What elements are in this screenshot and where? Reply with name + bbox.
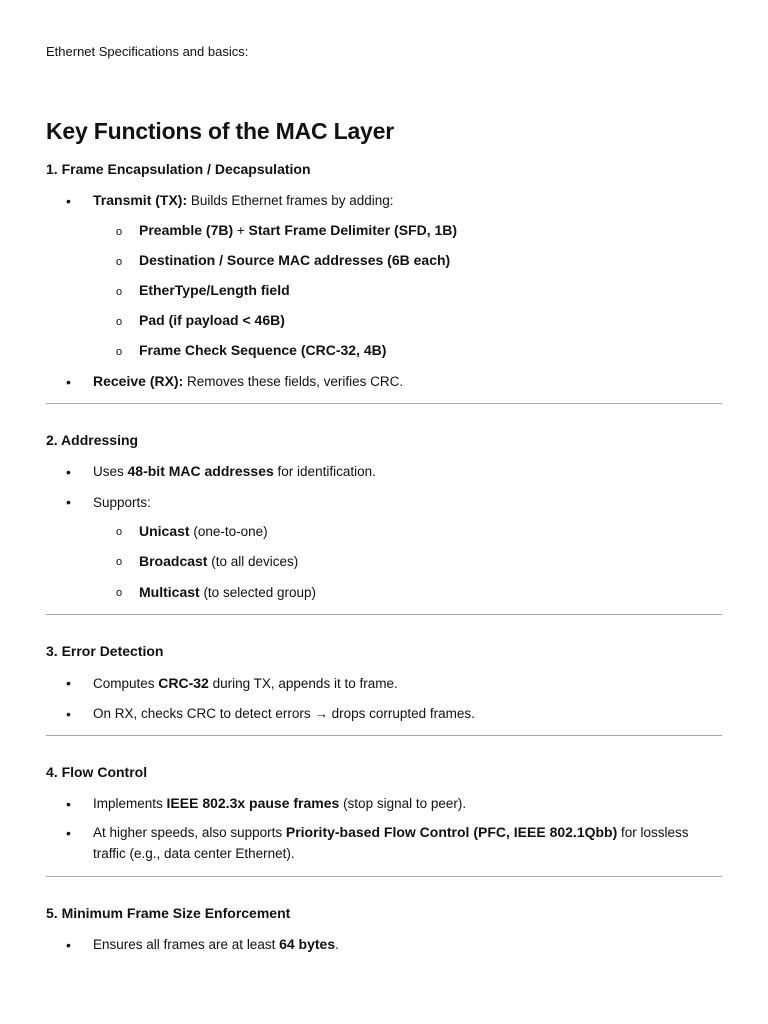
- sub-bullet-icon: o: [116, 556, 123, 568]
- list-item-pause-frames: [93, 793, 466, 814]
- list-item-fcs: [139, 340, 386, 361]
- section-heading-1: 1. Frame Encapsulation / Decapsulation: [46, 161, 311, 177]
- section-heading-5: 5. Minimum Frame Size Enforcement: [46, 905, 291, 921]
- section-heading-2: 2. Addressing: [46, 432, 139, 448]
- list-item-crc-compute: [93, 673, 398, 694]
- bullet-icon: •: [66, 374, 71, 390]
- broadcast-text: Broadcast: [139, 553, 208, 569]
- uses-pre-text: Uses: [93, 464, 128, 479]
- unicast-text: Unicast: [139, 523, 190, 539]
- bullet-icon: •: [66, 796, 71, 812]
- list-item-broadcast: [139, 551, 298, 572]
- intro-text: Ethernet Specifications and basics:: [46, 44, 249, 59]
- crc-post-text: during TX, appends it to frame.: [208, 676, 398, 691]
- plus-text: +: [233, 223, 249, 238]
- list-item-pfc: [93, 822, 723, 864]
- divider: [46, 403, 722, 404]
- sub-bullet-icon: o: [116, 286, 123, 298]
- sub-bullet-icon: o: [116, 316, 123, 328]
- list-item-pad: [139, 310, 285, 331]
- crc-bold-text: CRC-32: [158, 675, 209, 691]
- list-item-crc-check: On RX, checks CRC to detect errors → drops corrupted frames.: [93, 706, 475, 721]
- bullet-icon: •: [66, 193, 71, 209]
- pad-text: Pad (if payload < 46B): [139, 312, 285, 328]
- list-item-ethertype: [139, 280, 290, 301]
- bullet-icon: •: [66, 675, 71, 691]
- list-item-transmit: [93, 190, 394, 211]
- receive-text: Removes these fields, verifies CRC.: [183, 374, 404, 389]
- sub-bullet-icon: o: [116, 526, 123, 538]
- min-frame-pre-text: Ensures all frames are at least: [93, 937, 280, 952]
- mac-addresses-text: Destination / Source MAC addresses (6B each): [139, 252, 451, 268]
- divider: [46, 735, 722, 736]
- transmit-text: Builds Ethernet frames by adding:: [187, 193, 394, 208]
- list-item-unicast: [139, 521, 268, 542]
- ethertype-text: EtherType/Length field: [139, 282, 290, 298]
- fcs-text: Frame Check Sequence (CRC-32, 4B): [139, 342, 387, 358]
- list-item-preamble: [139, 220, 457, 241]
- multicast-desc: (to selected group): [199, 585, 316, 600]
- unicast-desc: (one-to-one): [189, 524, 268, 539]
- uses-post-text: for identification.: [273, 464, 376, 479]
- min-frame-post-text: .: [335, 937, 339, 952]
- list-item-min-frame: [93, 934, 339, 955]
- sub-bullet-icon: o: [116, 346, 123, 358]
- bullet-icon: •: [66, 494, 71, 510]
- section-heading-4: 4. Flow Control: [46, 764, 148, 780]
- mac-bits-text: 48-bit MAC addresses: [127, 463, 274, 479]
- section-heading-3: 3. Error Detection: [46, 643, 164, 659]
- list-item-supports: Supports:: [93, 495, 151, 510]
- bullet-icon: •: [66, 706, 71, 722]
- divider: [46, 876, 722, 877]
- divider: [46, 614, 722, 615]
- list-item-mac-addresses: [139, 250, 450, 271]
- list-item-receive: [93, 371, 403, 392]
- min-frame-bold-text: 64 bytes: [279, 936, 336, 952]
- broadcast-desc: (to all devices): [207, 554, 299, 569]
- sfd-text: Start Frame Delimiter (SFD, 1B): [248, 222, 458, 238]
- crc-pre-text: Computes: [93, 676, 159, 691]
- list-item-uses-mac: [93, 461, 376, 482]
- pfc-pre-text: At higher speeds, also supports: [93, 825, 286, 840]
- sub-bullet-icon: o: [116, 587, 123, 599]
- pause-post-text: (stop signal to peer).: [339, 796, 467, 811]
- sub-bullet-icon: o: [116, 256, 123, 268]
- bullet-icon: •: [66, 464, 71, 480]
- page-title: Key Functions of the MAC Layer: [46, 118, 394, 144]
- pfc-post-text: for lossless traffic (e.g., data center Ethernet).: [93, 825, 689, 861]
- pfc-bold-text: Priority-based Flow Control (PFC, IEEE 802.1Qbb): [285, 824, 618, 840]
- sub-bullet-icon: o: [116, 226, 123, 238]
- pause-pre-text: Implements: [93, 796, 167, 811]
- list-item-multicast: [139, 582, 316, 603]
- bullet-icon: •: [66, 937, 71, 953]
- transmit-label: Transmit (TX):: [93, 192, 188, 208]
- multicast-text: Multicast: [139, 584, 200, 600]
- preamble-text: Preamble (7B): [139, 222, 234, 238]
- bullet-icon: •: [66, 825, 71, 841]
- receive-label: Receive (RX):: [93, 373, 184, 389]
- pause-bold-text: IEEE 802.3x pause frames: [166, 795, 340, 811]
